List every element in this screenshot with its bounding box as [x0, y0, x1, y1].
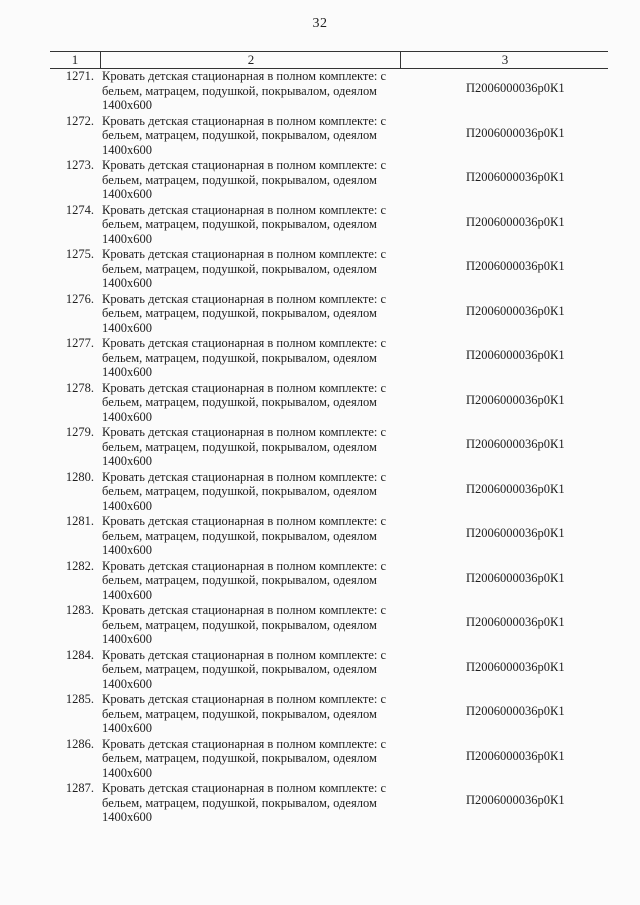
row-description: [102, 247, 432, 291]
row-number: 1287.: [65, 781, 94, 795]
row-description: [102, 203, 432, 247]
row-number: 1278.: [65, 380, 94, 395]
description-line: бельем, матрацем, подушкой, покрывалом, одеялом: [102, 217, 377, 232]
row-code: П2006000036р0К1: [466, 659, 565, 674]
row-number: 1279.: [65, 425, 94, 439]
description-line: Кровать детская стационарная в полном комплекте: с: [102, 514, 387, 528]
description-line: Кровать детская стационарная в полном комплекте: с: [102, 647, 387, 662]
description-line: бельем, матрацем, подушкой, покрывалом, одеялом: [102, 662, 377, 677]
description-line: бельем, матрацем, подушкой, покрывалом, одеялом: [102, 706, 377, 721]
row-number: 1282.: [65, 558, 94, 573]
description-line: бельем, матрацем, подушкой, покрывалом, одеялом: [102, 172, 377, 187]
row-description: [102, 425, 432, 469]
description-line: Кровать детская стационарная в полном комплекте: с: [102, 291, 387, 306]
row-number: 1277.: [65, 336, 94, 350]
description-size: 1400x600: [102, 231, 152, 246]
description-line: бельем, матрацем, подушкой, покрывалом, одеялом: [102, 83, 377, 98]
row-description: [102, 737, 432, 781]
table-row: [0, 424, 640, 469]
description-line: Кровать детская стационарная в полном комплекте: с: [102, 380, 387, 395]
row-number: 1281.: [65, 514, 94, 528]
description-line: Кровать детская стационарная в полном комплекте: с: [102, 247, 387, 261]
table-row: [0, 380, 640, 425]
description-line: бельем, матрацем, подушкой, покрывалом, одеялом: [102, 573, 377, 588]
row-code: П2006000036р0К1: [466, 125, 565, 140]
description-size: 1400x600: [102, 632, 152, 647]
table-row: [0, 68, 640, 113]
table-row: [0, 469, 640, 514]
description-size: 1400x600: [102, 498, 152, 513]
table-row: [0, 602, 640, 647]
row-number: 1275.: [65, 247, 94, 261]
row-number: 1272.: [65, 113, 94, 128]
description-size: 1400x600: [102, 454, 152, 469]
row-number: 1280.: [65, 469, 94, 484]
table-row: [0, 202, 640, 247]
table-body: [0, 68, 640, 825]
row-code: П2006000036р0К1: [466, 570, 565, 585]
row-description: [102, 292, 432, 336]
description-line: Кровать детская стационарная в полном комплекте: с: [102, 69, 387, 83]
description-line: бельем, матрацем, подушкой, покрывалом, одеялом: [102, 350, 377, 365]
description-line: бельем, матрацем, подушкой, покрывалом, одеялом: [102, 261, 377, 276]
row-number: 1276.: [65, 291, 94, 306]
row-description: [102, 692, 432, 736]
description-line: бельем, матрацем, подушкой, покрывалом, одеялом: [102, 617, 377, 632]
table-row: [0, 513, 640, 558]
row-code: П2006000036р0К1: [466, 526, 565, 540]
row-code: П2006000036р0К1: [466, 81, 565, 95]
description-line: Кровать детская стационарная в полном комплекте: с: [102, 336, 387, 350]
row-description: [102, 781, 432, 825]
description-line: Кровать детская стационарная в полном комплекте: с: [102, 781, 387, 795]
description-size: 1400x600: [102, 187, 152, 202]
header-col-3: 3: [400, 52, 609, 68]
description-line: Кровать детская стационарная в полном комплекте: с: [102, 202, 387, 217]
row-description: [102, 381, 432, 425]
description-size: 1400x600: [102, 320, 152, 335]
description-line: Кровать детская стационарная в полном комплекте: с: [102, 692, 387, 706]
table-row: [0, 691, 640, 736]
description-line: Кровать детская стационарная в полном комплекте: с: [102, 425, 387, 439]
row-number: 1283.: [65, 603, 94, 617]
table-row: [0, 558, 640, 603]
description-size: 1400x600: [102, 409, 152, 424]
row-code: П2006000036р0К1: [466, 481, 565, 496]
row-code: П2006000036р0К1: [466, 259, 565, 273]
row-description: [102, 158, 432, 202]
table-row: [0, 246, 640, 291]
table-row: [0, 291, 640, 336]
row-code: П2006000036р0К1: [466, 748, 565, 763]
description-line: Кровать детская стационарная в полном комплекте: с: [102, 736, 387, 751]
row-number: 1271.: [65, 69, 94, 83]
row-description: [102, 69, 432, 113]
table-row: [0, 780, 640, 825]
row-description: [102, 648, 432, 692]
description-line: Кровать детская стационарная в полном комплекте: с: [102, 469, 387, 484]
row-description: [102, 603, 432, 647]
table-row: [0, 157, 640, 202]
table-row: [0, 113, 640, 158]
description-size: 1400x600: [102, 676, 152, 691]
header-col-2: 2: [100, 52, 401, 68]
page-number: 32: [312, 16, 328, 31]
row-number: 1285.: [65, 692, 94, 706]
description-line: бельем, матрацем, подушкой, покрывалом, одеялом: [102, 128, 377, 143]
description-size: 1400x600: [102, 142, 152, 157]
description-size: 1400x600: [102, 276, 152, 291]
table-header: [50, 51, 608, 69]
description-line: бельем, матрацем, подушкой, покрывалом, одеялом: [102, 306, 377, 321]
row-code: П2006000036р0К1: [466, 170, 565, 184]
row-description: [102, 336, 432, 380]
row-number: 1286.: [65, 736, 94, 751]
description-line: бельем, матрацем, подушкой, покрывалом, одеялом: [102, 528, 377, 543]
description-size: 1400x600: [102, 98, 152, 113]
description-line: бельем, матрацем, подушкой, покрывалом, одеялом: [102, 395, 377, 410]
row-description: [102, 470, 432, 514]
description-line: бельем, матрацем, подушкой, покрывалом, одеялом: [102, 439, 377, 454]
row-description: [102, 114, 432, 158]
row-number: 1274.: [65, 202, 94, 217]
description-size: 1400x600: [102, 587, 152, 602]
table-row: [0, 335, 640, 380]
table-row: [0, 736, 640, 781]
row-description: [102, 559, 432, 603]
row-number: 1284.: [65, 647, 94, 662]
description-line: бельем, матрацем, подушкой, покрывалом, одеялом: [102, 484, 377, 499]
row-code: П2006000036р0К1: [466, 793, 565, 807]
description-line: Кровать детская стационарная в полном комплекте: с: [102, 158, 387, 172]
row-code: П2006000036р0К1: [466, 437, 565, 451]
table-row: [0, 647, 640, 692]
description-line: Кровать детская стационарная в полном комплекте: с: [102, 558, 387, 573]
description-line: Кровать детская стационарная в полном комплекте: с: [102, 113, 387, 128]
description-line: бельем, матрацем, подушкой, покрывалом, одеялом: [102, 751, 377, 766]
row-number: 1273.: [65, 158, 94, 172]
description-line: бельем, матрацем, подушкой, покрывалом, одеялом: [102, 795, 377, 810]
header-col-1: 1: [71, 52, 79, 67]
row-code: П2006000036р0К1: [466, 214, 565, 229]
row-description: [102, 514, 432, 558]
description-size: 1400x600: [102, 765, 152, 780]
description-size: 1400x600: [102, 810, 152, 825]
description-line: Кровать детская стационарная в полном комплекте: с: [102, 603, 387, 617]
row-code: П2006000036р0К1: [466, 303, 565, 318]
description-size: 1400x600: [102, 365, 152, 380]
row-code: П2006000036р0К1: [466, 348, 565, 362]
description-size: 1400x600: [102, 721, 152, 736]
row-code: П2006000036р0К1: [466, 392, 565, 407]
description-size: 1400x600: [102, 543, 152, 558]
row-code: П2006000036р0К1: [466, 615, 565, 629]
row-code: П2006000036р0К1: [466, 704, 565, 718]
